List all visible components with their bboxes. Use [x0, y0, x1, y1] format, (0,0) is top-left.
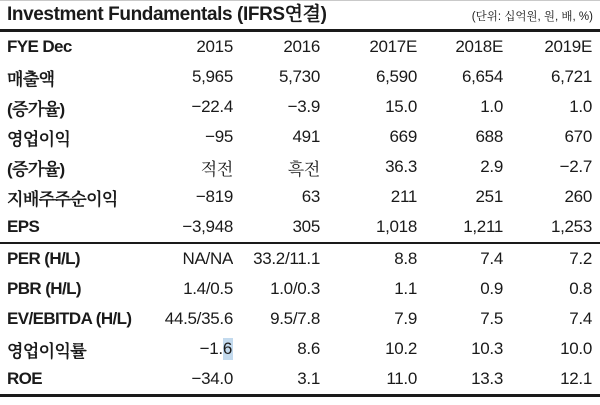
table-cell: 10.3 — [471, 339, 503, 358]
table-cell: 7.4 — [569, 309, 592, 328]
row-operating-profit — [0, 122, 600, 152]
table-cell: 11.0 — [320, 364, 417, 396]
table-cell: 1.0/0.3 — [270, 279, 320, 298]
table-cell: −3,948 — [150, 212, 233, 243]
table-cell: −34.0 — [150, 364, 233, 396]
table-cell: 688 — [475, 127, 503, 146]
table-cell: 적전 — [200, 159, 233, 179]
table-cell: 33.2/11.1 — [253, 249, 320, 268]
table-cell: 15.0 — [385, 97, 417, 116]
row-label: (증가율) — [7, 99, 65, 119]
table-cell: 1.4/0.5 — [183, 279, 233, 298]
row-label: (증가율) — [7, 159, 65, 179]
col-header-fye-dec: FYE Dec — [7, 37, 72, 56]
row-eps — [0, 212, 600, 243]
table-cell: 흑전 — [287, 159, 320, 179]
row-label: 지배주주순이익 — [7, 189, 118, 209]
selection-highlight: 6 — [222, 339, 232, 358]
table-cell: 1,211 — [417, 212, 503, 243]
table-cell: −2.7 — [559, 157, 592, 176]
table-title: Investment Fundamentals (IFRS연결) — [7, 4, 327, 25]
table-cell: 8.6 — [297, 339, 320, 358]
table-cell: 7.9 — [394, 309, 417, 328]
table-cell: 1,018 — [320, 212, 417, 243]
table-cell: 13.3 — [417, 364, 503, 396]
row-pbr — [0, 274, 600, 304]
row-operating-profit-growth-rate — [0, 152, 600, 182]
table-cell: −3.9 — [287, 97, 320, 116]
table-cell: 0.9 — [480, 279, 503, 298]
table-cell: 251 — [475, 187, 503, 206]
table-cell: 2.9 — [480, 157, 503, 176]
table-cell: 211 — [390, 187, 417, 206]
row-net-profit-controlling — [0, 182, 600, 212]
row-label: 영업이익 — [7, 129, 71, 149]
table-header-bar — [0, 1, 600, 32]
row-revenue — [0, 62, 600, 92]
table-cell: 1.0 — [480, 97, 503, 116]
table-cell: NA/NA — [182, 249, 233, 268]
table-cell: 260 — [564, 187, 592, 206]
table-cell: 63 — [301, 187, 320, 206]
row-per — [0, 243, 600, 274]
col-header-2019e: 2019E — [544, 37, 592, 56]
row-revenue-growth-rate — [0, 92, 600, 122]
table-cell: 7.4 — [480, 249, 503, 268]
table-cell: 669 — [389, 127, 417, 146]
table-cell: 305 — [233, 212, 320, 243]
fundamentals-table — [0, 32, 600, 397]
table-cell: 670 — [564, 127, 592, 146]
table-cell: 8.8 — [394, 249, 417, 268]
col-header-2016: 2016 — [283, 37, 320, 56]
table-cell: 3.1 — [233, 364, 320, 396]
table-cell — [150, 334, 233, 364]
cell-text: −1. — [199, 339, 223, 358]
table-cell: −819 — [195, 187, 233, 206]
table-cell: 36.3 — [385, 157, 417, 176]
row-label: 매출액 — [7, 69, 55, 89]
table-cell: 5,965 — [191, 67, 233, 86]
row-label: 영업이익률 — [7, 341, 87, 361]
row-label: ROE — [0, 364, 150, 396]
col-header-2015: 2015 — [196, 37, 233, 56]
table-cell: −22.4 — [191, 97, 233, 116]
row-label: PBR (H/L) — [7, 279, 81, 298]
table-cell: 0.8 — [569, 279, 592, 298]
row-operating-margin — [0, 334, 600, 364]
col-header-2017e: 2017E — [369, 37, 417, 56]
table-cell: 1,253 — [503, 212, 600, 243]
col-header-2018e: 2018E — [455, 37, 503, 56]
table-cell: 1.1 — [394, 279, 417, 298]
table-cell: 6,654 — [461, 67, 503, 86]
table-cell: 6,590 — [375, 67, 417, 86]
table-cell: 7.5 — [480, 309, 503, 328]
table-cell: 7.2 — [569, 249, 592, 268]
row-roe — [0, 364, 600, 396]
row-label: EV/EBITDA (H/L) — [7, 309, 132, 328]
table-cell: 9.5/7.8 — [270, 309, 320, 328]
unit-note: (단위: 십억원, 원, 배, %) — [471, 11, 593, 23]
row-label: PER (H/L) — [7, 249, 80, 268]
column-header-row — [0, 32, 600, 62]
table-cell: 10.0 — [560, 339, 592, 358]
table-cell: 12.1 — [503, 364, 600, 396]
table-cell: 491 — [292, 127, 320, 146]
table-cell: 1.0 — [569, 97, 592, 116]
table-cell: 44.5/35.6 — [164, 309, 233, 328]
row-ev-ebitda — [0, 304, 600, 334]
table-cell: 6,721 — [550, 67, 592, 86]
row-label: EPS — [0, 212, 150, 243]
table-cell: 10.2 — [385, 339, 417, 358]
table-cell: −95 — [205, 127, 233, 146]
table-cell: 5,730 — [278, 67, 320, 86]
